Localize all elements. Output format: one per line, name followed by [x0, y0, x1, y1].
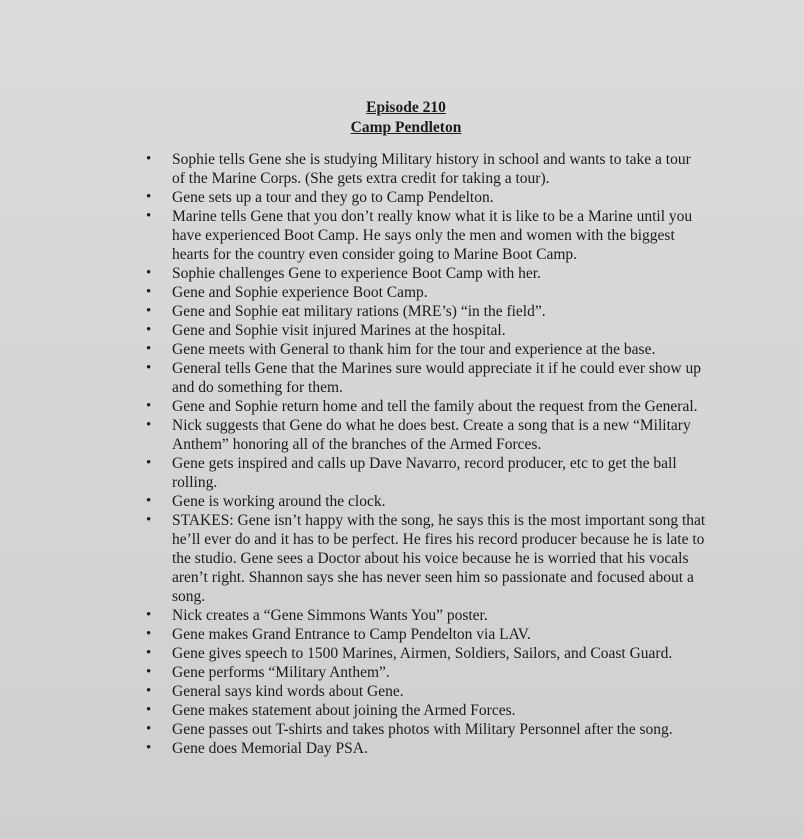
list-item: • Gene passes out T-shirts and takes photos with Military Personnel after the song. [146, 720, 706, 739]
list-item: • Gene makes Grand Entrance to Camp Pendelton via LAV. [146, 625, 706, 644]
list-item: • Gene does Memorial Day PSA. [146, 739, 706, 758]
list-item: • General tells Gene that the Marines sure would appreciate it if he could ever show up and do something for them. [146, 359, 706, 397]
episode-title: Episode 210 [366, 99, 446, 116]
list-item: • Gene and Sophie return home and tell the family about the request from the General. [146, 397, 706, 416]
list-item: • Gene is working around the clock. [146, 492, 706, 511]
list-item: • Sophie challenges Gene to experience Boot Camp with her. [146, 264, 706, 283]
list-item: • General says kind words about Gene. [146, 682, 706, 701]
bullet-list [146, 150, 706, 758]
document-heading [0, 98, 804, 138]
list-item: • Nick creates a “Gene Simmons Wants You” poster. [146, 606, 706, 625]
list-item: • Gene meets with General to thank him for the tour and experience at the base. [146, 340, 706, 359]
list-item: • Gene and Sophie visit injured Marines at the hospital. [146, 321, 706, 340]
list-item: • Sophie tells Gene she is studying Military history in school and wants to take a tour of the Marine Corps. (She gets extra credit for taking a tour). [146, 150, 706, 188]
list-item: • Gene and Sophie experience Boot Camp. [146, 283, 706, 302]
episode-subtitle: Camp Pendleton [350, 119, 462, 136]
list-item: • Marine tells Gene that you don’t really know what it is like to be a Marine until you have experienced Boot Camp. He says only the men and women with the biggest hearts for the country even consider going to Marine Boot Camp. [146, 207, 706, 264]
list-item: • STAKES: Gene isn’t happy with the song, he says this is the most important song that he’ll ever do and it has to be perfect. He fires his record producer because he is late to the studio. Gene sees a Doctor about his voice because he is worried that his vocals aren’t right. Shannon says she has never seen him so passionate and focused about a song. [146, 511, 706, 606]
list-item: • Gene performs “Military Anthem”. [146, 663, 706, 682]
list-item: • Gene and Sophie eat military rations (MRE’s) “in the field”. [146, 302, 706, 321]
list-item: • Gene gets inspired and calls up Dave Navarro, record producer, etc to get the ball rolling. [146, 454, 706, 492]
list-item: • Gene sets up a tour and they go to Camp Pendelton. [146, 188, 706, 207]
list-item: • Nick suggests that Gene do what he does best. Create a song that is a new “Military Anthem” honoring all of the branches of the Armed Forces. [146, 416, 706, 454]
list-item: • Gene makes statement about joining the Armed Forces. [146, 701, 706, 720]
list-item: • Gene gives speech to 1500 Marines, Airmen, Soldiers, Sailors, and Coast Guard. [146, 644, 706, 663]
